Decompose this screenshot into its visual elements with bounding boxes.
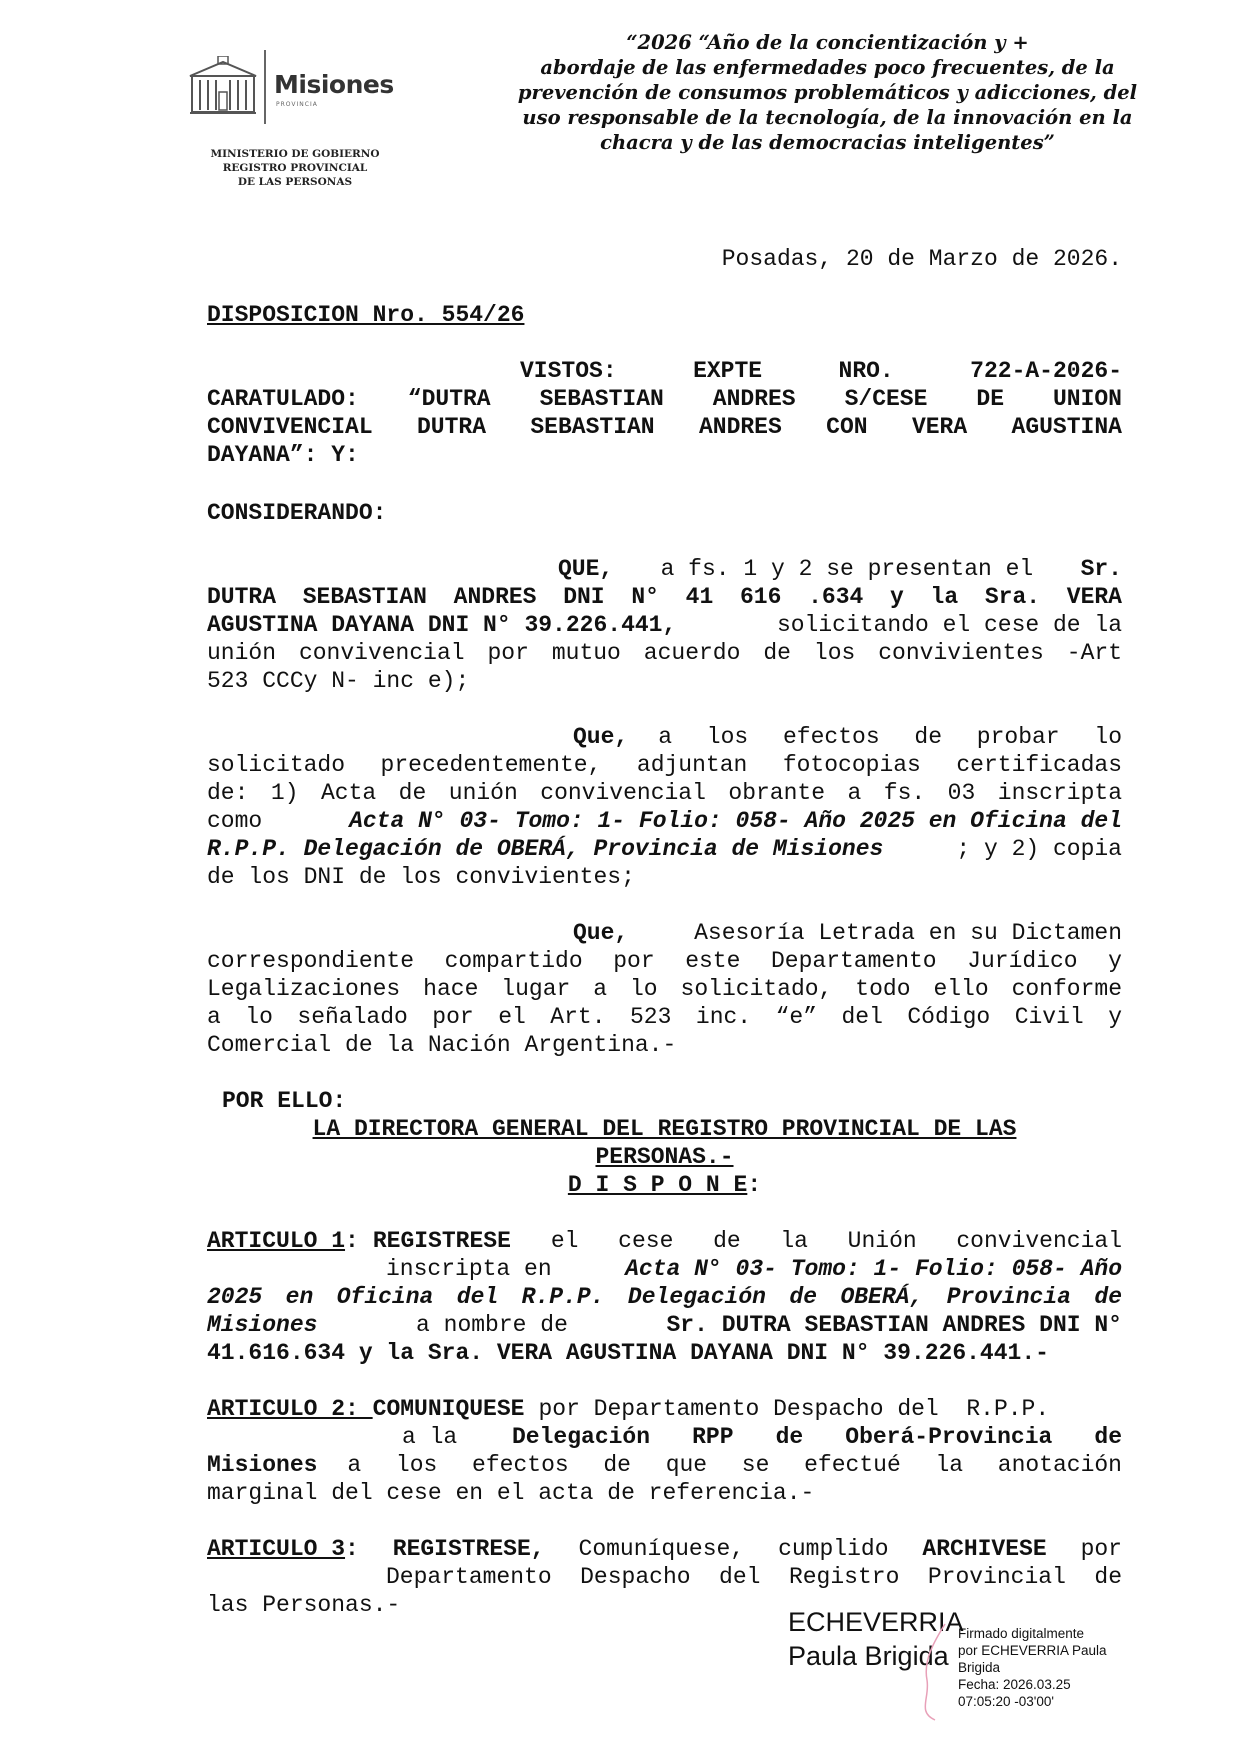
vistos-word: SEBASTIAN (539, 386, 664, 412)
motto-line: chacra y de las democracias inteligentes” (600, 131, 1055, 154)
considerando-heading: CONSIDERANDO: (207, 500, 387, 526)
que3-line-2: correspondiente compartido por este Departamento Jurídico y (207, 948, 1122, 974)
art1-verb: REGISTRESE (372, 1228, 511, 1254)
vistos-word: EXPTE (693, 358, 763, 384)
vistos-word: S/CESE (844, 386, 928, 412)
que1-text: a fs. 1 y 2 se presentan el (660, 556, 1034, 582)
art3-line-2: Departamento Despacho del Registro Provincial de (386, 1564, 1122, 1590)
art2-line-1 (207, 1396, 1122, 1422)
art1-text: inscripta en (386, 1256, 552, 1282)
dispone-heading (207, 1172, 1122, 1198)
art1-line-1 (207, 1228, 1122, 1254)
motto-line: prevención de consumos problemáticos y adicciones, del (517, 81, 1138, 104)
art1-misiones: Misiones (207, 1312, 318, 1338)
logo-divider (264, 50, 266, 124)
art3-archivese: ARCHIVESE (922, 1536, 1047, 1562)
vistos-word: DE (976, 386, 1004, 412)
que2-line-1 (573, 724, 1122, 750)
art2-text: por Departamento Despacho del R.P.P. (538, 1396, 1050, 1422)
art1-line-5: 41.616.634 y la Sra. VERA AGUSTINA DAYANA DNI N° 39.226.441.- (207, 1340, 1049, 1366)
que1-line-2: DUTRA SEBASTIAN ANDRES DNI N° 41 616 .634 y la Sra. VERA (207, 584, 1122, 610)
que2-text: como (207, 808, 263, 834)
que2-line-3: de: 1) Acta de unión convivencial obrante a fs. 03 inscripta (207, 780, 1122, 806)
vistos-word: UNION (1052, 386, 1122, 412)
vistos-word: “DUTRA (407, 386, 491, 412)
art2-text: a la (402, 1424, 458, 1450)
art2-delegacion: Delegación RPP de Oberá-Provincia de (512, 1424, 1122, 1450)
que1-line-5: 523 CCCy N- inc e); (207, 668, 470, 694)
government-building-icon (188, 56, 258, 116)
disposition-title (207, 302, 1122, 328)
art3-verb: REGISTRESE, (392, 1536, 545, 1562)
vistos-word: CONVIVENCIAL (207, 414, 373, 440)
directora-line-2 (207, 1144, 1122, 1170)
directora-text: PERSONAS.- (595, 1144, 734, 1170)
que2-line-6: de los DNI de los convivientes; (207, 864, 635, 890)
art1-line-2 (386, 1256, 1122, 1282)
vistos-word: DUTRA (417, 414, 487, 440)
vistos-word: ANDRES (698, 414, 782, 440)
que2-text: ; y 2) copia (956, 836, 1122, 862)
que3-text: Asesoría Letrada en su Dictamen (694, 920, 1122, 946)
art3-line-3: las Personas.- (207, 1592, 401, 1618)
art1-line-3: 2025 en Oficina del R.P.P. Delegación de OBERÁ, Provincia de (207, 1284, 1122, 1310)
que1-lead: QUE, (558, 556, 614, 582)
art1-colon: : (345, 1228, 359, 1254)
que1-line-4: unión convivencial por mutuo acuerdo de los convivientes -Art (207, 640, 1122, 666)
place-date: Posadas, 20 de Marzo de 2026. (721, 246, 1122, 272)
year-motto (500, 30, 1155, 155)
art1-text: el cese de la Unión convivencial (550, 1228, 1122, 1254)
vistos-word: CARATULADO: (207, 386, 359, 412)
que1-text: solicitando el cese de la (776, 612, 1122, 638)
que2-delegacion: R.P.P. Delegación de OBERÁ, Provincia de Misiones (207, 836, 884, 862)
art1-acta: Acta N° 03- Tomo: 1- Folio: 058- Año (625, 1256, 1122, 1282)
que3-line-3: Legalizaciones hace lugar a lo solicitado, todo ello conforme (207, 976, 1122, 1002)
art2-line-4: marginal del cese en el acta de referencia.- (207, 1480, 815, 1506)
que1-sr: Sr. (1080, 556, 1122, 582)
disposition-title-text: DISPOSICION Nro. 554/26 (207, 302, 525, 328)
motto-line: abordaje de las enfermedades poco frecuentes, de la (540, 56, 1115, 79)
que2-text: a los efectos de probar lo (658, 724, 1122, 750)
art1-text: a nombre de (416, 1312, 568, 1338)
art3-label: ARTICULO 3 (207, 1536, 346, 1562)
directora-line-1 (207, 1116, 1122, 1142)
art2-verb: COMUNIQUESE (372, 1396, 525, 1422)
signature-given-name: Paula Brigida (788, 1641, 949, 1671)
vistos-word: 722-A-2026- (970, 358, 1122, 384)
vistos-word: SEBASTIAN (530, 414, 655, 440)
vistos-word: NRO. (838, 358, 894, 384)
art1-line-4 (207, 1312, 1122, 1338)
misiones-logo (188, 48, 398, 124)
ministry-line: DE LAS PERSONAS (237, 176, 353, 188)
signature-info-line: Fecha: 2026.03.25 (958, 1677, 1071, 1692)
art2-misiones: Misiones (207, 1452, 318, 1478)
que1-line-3 (207, 612, 1122, 638)
que3-line-1 (573, 920, 1122, 946)
signature-info-line: Brigida (958, 1660, 1001, 1675)
motto-line: uso responsable de la tecnología, de la innovación en la (522, 106, 1133, 129)
vistos-line-4: DAYANA”: Y: (207, 442, 359, 468)
directora-text: LA DIRECTORA GENERAL DEL REGISTRO PROVINCIAL DE LAS (312, 1116, 1017, 1142)
art3-text: Comuníquese, (578, 1536, 745, 1562)
que2-lead: Que, (573, 724, 629, 750)
art1-label: ARTICULO 1 (207, 1228, 346, 1254)
dispone-colon: : (747, 1172, 762, 1198)
ministry-heading (195, 147, 395, 189)
signature-surname: ECHEVERRIA (788, 1607, 964, 1637)
art2-label: ARTICULO 2: (207, 1396, 373, 1422)
art2-text: a los efectos de que se efectué la anotación (347, 1452, 1122, 1478)
vistos-word: VISTOS: (520, 358, 617, 384)
art2-line-2 (402, 1424, 1122, 1450)
que3-line-5: Comercial de la Nación Argentina.- (207, 1032, 677, 1058)
art3-text: cumplido (778, 1536, 889, 1562)
digital-signature-info (958, 1625, 1107, 1710)
art3-colon: : (345, 1536, 359, 1562)
vistos-word: CON (826, 414, 868, 440)
por-ello: POR ELLO: (222, 1088, 347, 1114)
que1-line-1 (558, 556, 1122, 582)
que2-line-5 (207, 836, 1122, 862)
art2-line-3 (207, 1452, 1122, 1478)
signature-info-line: Firmado digitalmente (958, 1626, 1085, 1641)
que2-line-2: solicitado precedentemente, adjuntan fotocopias certificadas (207, 752, 1122, 778)
art3-text: por (1080, 1536, 1122, 1562)
dispone-text: D I S P O N E (567, 1172, 748, 1198)
art1-names: Sr. DUTRA SEBASTIAN ANDRES DNI N° (666, 1312, 1122, 1338)
ministry-line: REGISTRO PROVINCIAL (222, 162, 368, 174)
vistos-line-1 (520, 358, 1122, 384)
signature-stroke-icon (905, 1620, 955, 1725)
vistos-word: VERA (911, 414, 968, 440)
vistos-line-2 (207, 386, 1122, 412)
logo-name: Misiones (274, 70, 394, 99)
que2-acta: Acta N° 03- Tomo: 1- Folio: 058- Año 2025 en Oficina del (349, 808, 1122, 834)
que1-names: AGUSTINA DAYANA DNI N° 39.226.441, (207, 612, 677, 638)
que2-line-4 (207, 808, 1122, 834)
que3-line-4: a lo señalado por el Art. 523 inc. “e” del Código Civil y (207, 1004, 1122, 1030)
signature-info-line: por ECHEVERRIA Paula (958, 1643, 1107, 1658)
art3-line-1 (207, 1536, 1122, 1562)
logo-subtitle: PROVINCIA (276, 101, 318, 108)
motto-line: “2026 “Año de la concientización y + (626, 31, 1029, 54)
signature-info-line: 07:05:20 -03'00' (958, 1694, 1054, 1709)
vistos-line-3 (207, 414, 1122, 440)
ministry-line: MINISTERIO DE GOBIERNO (210, 148, 380, 160)
que3-lead: Que, (573, 920, 629, 946)
vistos-word: ANDRES (712, 386, 796, 412)
vistos-word: AGUSTINA (1011, 414, 1122, 440)
